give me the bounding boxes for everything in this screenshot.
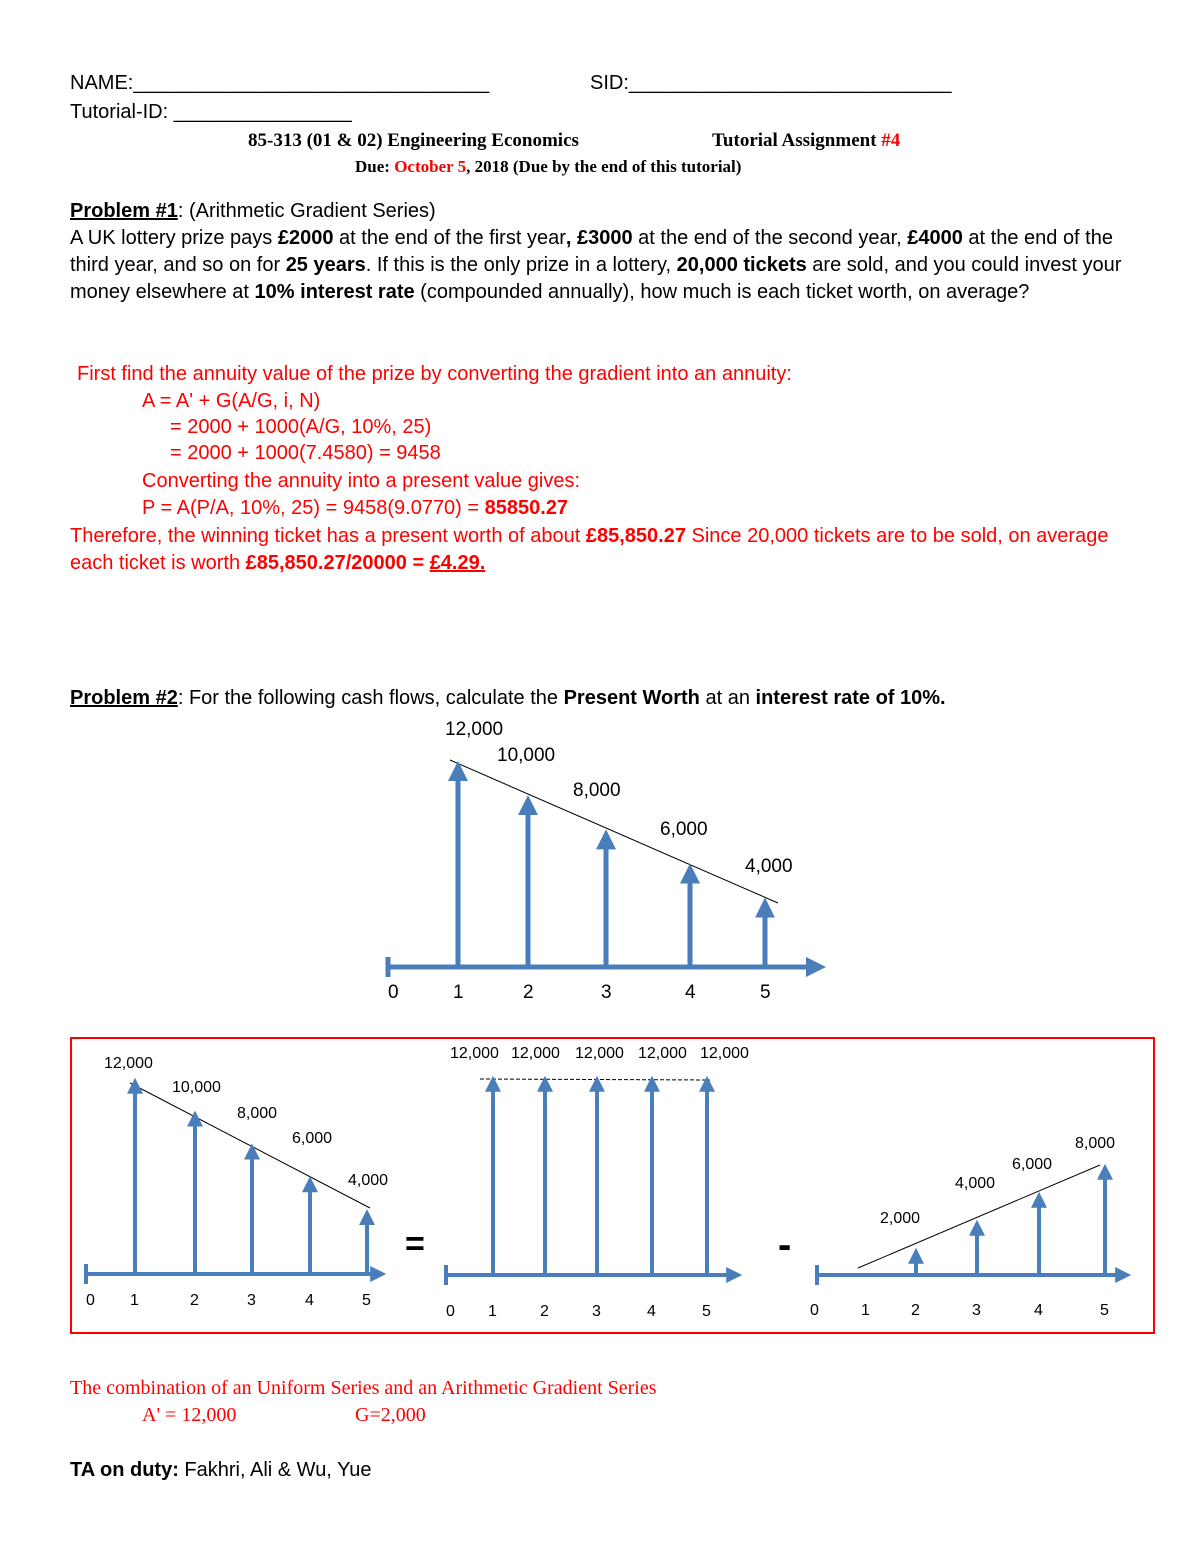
period-label: 3	[247, 1292, 256, 1309]
cash-flow-label: 4,000	[348, 1172, 389, 1189]
cash-flow-label: 12,000	[450, 1045, 499, 1062]
p1-text: A UK lottery prize pays	[70, 227, 278, 249]
name-blank[interactable]: ________________________________	[133, 72, 490, 94]
equals-sign: =	[405, 1225, 425, 1263]
cash-flow-label: 12,000	[575, 1045, 624, 1062]
p1-text: at the end of the third year, and so on for	[70, 227, 1113, 276]
period-label: 2	[540, 1303, 549, 1320]
p2-text: : For the following cash flows, calculate the	[177, 687, 564, 709]
due-date: October 5	[394, 157, 467, 176]
cash-flow-label: 8,000	[573, 780, 621, 801]
cash-flow-label: 10,000	[172, 1079, 221, 1096]
p1-bold: 10% interest rate	[254, 281, 415, 303]
solution-line-4: = 2000 + 1000(7.4580) = 9458	[170, 442, 441, 464]
problem2-title: Problem #2	[70, 687, 178, 709]
period-label: 4	[647, 1303, 656, 1320]
cash-flow-label: 12,000	[445, 719, 504, 740]
p1-bold: £2000	[277, 227, 334, 249]
ta-label: TA on duty:	[70, 1459, 179, 1481]
cash-flow-label: 12,000	[638, 1045, 687, 1062]
p1-text: at the end of the first year	[333, 227, 566, 249]
period-label: 0	[810, 1302, 819, 1319]
course-title: 85-313 (01 & 02) Engineering Economics	[248, 130, 579, 151]
cash-flow-label: 4,000	[745, 856, 793, 877]
period-label: 1	[861, 1302, 870, 1319]
p1-text: at the end of the second year,	[632, 227, 908, 249]
period-label: 4	[1034, 1302, 1043, 1319]
assignment-number: #4	[881, 130, 901, 151]
tutorial-id-label: Tutorial-ID:	[70, 101, 169, 123]
period-label: 3	[592, 1303, 601, 1320]
ta-names: Fakhri, Ali & Wu, Yue	[178, 1459, 372, 1481]
cash-flow-label: 6,000	[292, 1130, 333, 1147]
main-cash-flow-diagram	[388, 719, 817, 1003]
period-label: 5	[702, 1303, 711, 1320]
p2-bold: interest rate of 10%.	[755, 687, 946, 709]
solution-line-2: A = A' + G(A/G, i, N)	[142, 390, 321, 412]
period-label: 4	[685, 982, 696, 1003]
solution-line-5: Converting the annuity into a present value gives:	[142, 470, 581, 492]
period-label: 4	[305, 1292, 314, 1309]
a-prime-value: A' = 12,000	[142, 1404, 237, 1426]
problem1-title: Problem #1	[70, 200, 178, 222]
period-label: 2	[523, 982, 534, 1003]
minus-sign: -	[778, 1223, 792, 1267]
solution-line-1: First find the annuity value of the prize by converting the gradient into an annuity:	[77, 363, 792, 385]
cash-flow-label: 12,000	[104, 1055, 153, 1072]
decomposition-box	[70, 1037, 1155, 1334]
period-label: 5	[760, 982, 771, 1003]
period-label: 3	[601, 982, 612, 1003]
solution-result: 85850.27	[484, 497, 569, 519]
p2-text: at an	[699, 687, 756, 709]
period-label: 0	[86, 1292, 95, 1309]
due-label: Due:	[355, 157, 390, 176]
solution-bold: £85,850.27	[585, 525, 686, 547]
period-label: 5	[1100, 1302, 1109, 1319]
p1-bold: 25 years	[285, 254, 366, 276]
solution-text: P = A(P/A, 10%, 25) = 9458(9.0770) =	[142, 497, 485, 519]
solution-line-3: = 2000 + 1000(A/G, 10%, 25)	[170, 416, 432, 438]
cash-flow-label: 12,000	[511, 1045, 560, 1062]
period-label: 5	[362, 1292, 371, 1309]
sid-label: SID:	[590, 72, 629, 94]
sid-blank[interactable]: _____________________________	[628, 72, 952, 94]
p1-bold: 20,000 tickets	[676, 254, 807, 276]
p2-bold: Present Worth	[563, 687, 700, 709]
period-label: 1	[488, 1303, 497, 1320]
cash-flow-label: 6,000	[1012, 1156, 1053, 1173]
cash-flow-label: 10,000	[497, 745, 556, 766]
period-label: 1	[453, 982, 464, 1003]
ta-on-duty	[70, 1459, 372, 1482]
cash-flow-label: 12,000	[700, 1045, 749, 1062]
p1-bold: , £3000	[565, 227, 633, 249]
p1-text: are sold, and you could invest your money elsewhere at	[70, 254, 1122, 303]
period-label: 0	[388, 982, 399, 1003]
name-label: NAME:	[70, 72, 134, 94]
solution-text: Therefore, the winning ticket has a present worth of about	[70, 525, 586, 547]
tutorial-id-blank[interactable]: ________________	[173, 101, 352, 123]
due-rest: , 2018 (Due by the end of this tutorial)	[466, 157, 742, 176]
solution-text: Since 20,000 tickets are to be sold, on average each ticket is worth	[70, 525, 1109, 574]
conclusion-line: The combination of an Uniform Series and an Arithmetic Gradient Series	[70, 1377, 657, 1399]
g-value: G=2,000	[355, 1404, 426, 1426]
cash-flow-label: 4,000	[955, 1175, 996, 1192]
period-label: 1	[130, 1292, 139, 1309]
period-label: 2	[911, 1302, 920, 1319]
cash-flow-label: 8,000	[1075, 1135, 1116, 1152]
period-label: 2	[190, 1292, 199, 1309]
problem1-subtitle: : (Arithmetic Gradient Series)	[177, 200, 436, 222]
period-label: 3	[972, 1302, 981, 1319]
p1-text: (compounded annually), how much is each ticket worth, on average?	[414, 281, 1030, 303]
p1-bold: £4000	[907, 227, 963, 249]
ticket-value: £4.29.	[429, 552, 486, 574]
period-label: 0	[446, 1303, 455, 1320]
assignment-text: Tutorial Assignment	[712, 130, 882, 151]
cash-flow-label: 8,000	[237, 1105, 278, 1122]
cash-flow-label: 2,000	[880, 1210, 921, 1227]
p1-text: . If this is the only prize in a lottery,	[365, 254, 677, 276]
solution-bold: £85,850.27/20000 =	[245, 552, 430, 574]
cash-flow-label: 6,000	[660, 819, 708, 840]
